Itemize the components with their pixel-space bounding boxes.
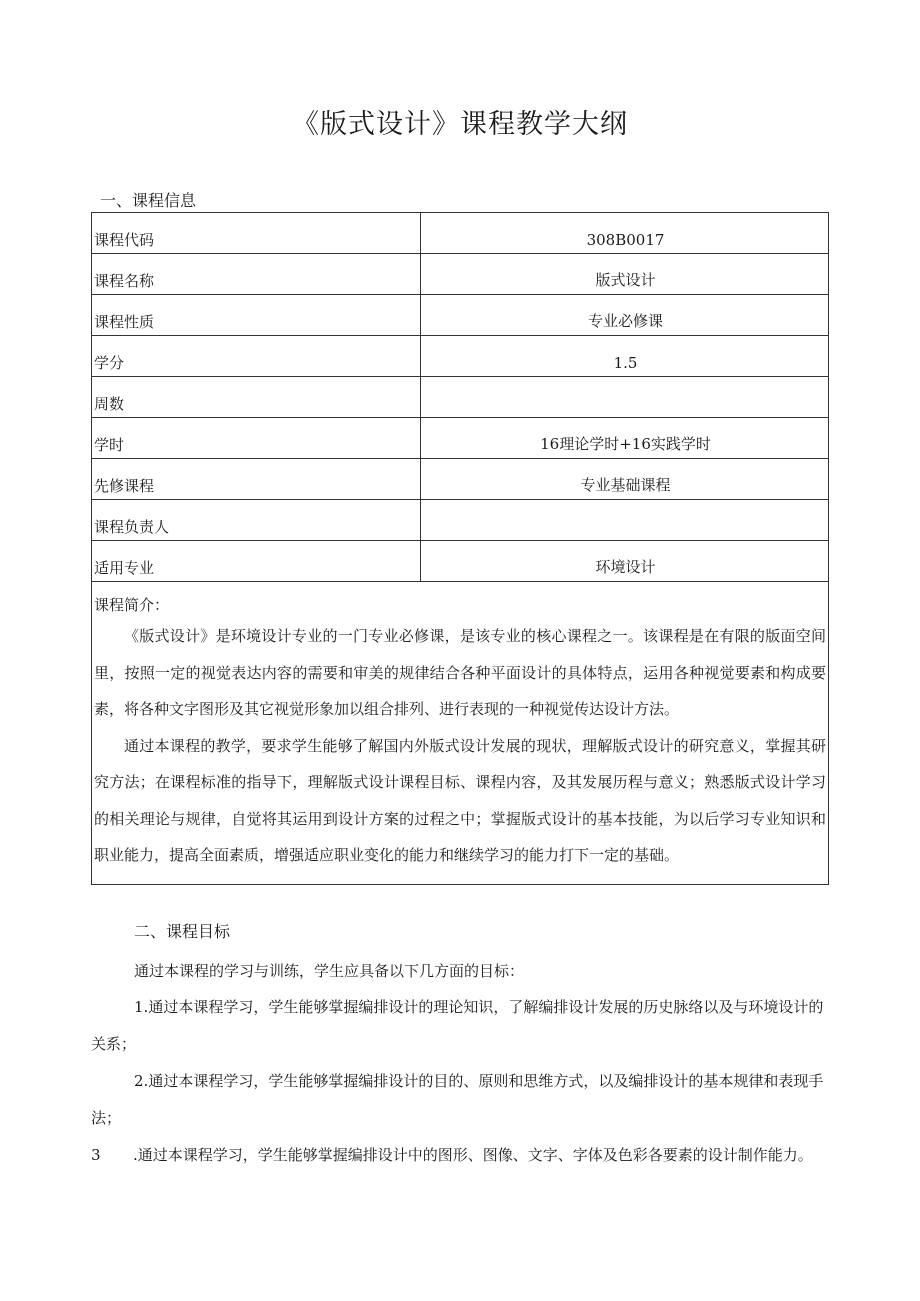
course-intro-label: 课程简介： xyxy=(94,596,170,614)
row-label-course-name: 课程名称 xyxy=(92,254,421,295)
row-value-hours: 16理论学时+16实践学时 xyxy=(421,418,829,459)
table-row-intro xyxy=(92,582,829,885)
row-value-course-nature: 专业必修课 xyxy=(421,295,829,336)
row-value-course-lead xyxy=(421,500,829,541)
goal-text: .通过本课程学习，学生能够掌握编排设计的目的、原则和思维方式，以及编排设计的基本规律和表现手法； xyxy=(91,1072,824,1127)
table-row xyxy=(92,541,829,582)
table-row xyxy=(92,213,829,254)
course-intro-paragraph-1: 《版式设计》是环境设计专业的一门专业必修课，是该专业的核心课程之一。该课程是在有限的版面空间里，按照一定的视觉表达内容的需要和审美的规律结合各种平面设计的具体特点，运用各种视觉要素和构成要素，将各种文字图形及其它视觉形象加以组合排列、进行表现的一种视觉传达设计方法。 xyxy=(94,627,826,718)
section-heading-course-goals: 二、课程目标 xyxy=(134,922,231,941)
row-label-prerequisites: 先修课程 xyxy=(92,459,421,500)
row-label-hours: 学时 xyxy=(92,418,421,459)
course-intro-cell xyxy=(92,582,829,885)
table-row xyxy=(92,418,829,459)
row-label-course-lead: 课程负责人 xyxy=(92,500,421,541)
row-value-course-code: 308B0017 xyxy=(421,213,829,254)
course-intro-paragraph-2: 通过本课程的教学，要求学生能够了解国内外版式设计发展的现状，理解版式设计的研究意义，掌握其研究方法；在课程标准的指导下，理解版式设计课程目标、课程内容，及其发展历程与意义；熟悉版式设计学习的相关理论与规律，自觉将其运用到设计方案的过程之中；掌握版式设计的基本技能，为以后学习专业知识和职业能力，提高全面素质，增强适应职业变化的能力和继续学习的能力打下一定的基础。 xyxy=(94,736,826,864)
row-value-course-name: 版式设计 xyxy=(421,254,829,295)
course-info-table xyxy=(91,212,829,885)
table-row xyxy=(92,500,829,541)
page-title: 《版式设计》课程教学大纲 xyxy=(292,109,628,140)
table-row xyxy=(92,295,829,336)
row-label-course-code: 课程代码 xyxy=(92,213,421,254)
goal-item-3 xyxy=(91,1137,829,1174)
section-heading-course-info: 一、课程信息 xyxy=(100,191,197,210)
goal-text: .通过本课程学习，学生能够掌握编排设计中的图形、图像、文字、字体及色彩各要素的设计制作能力。 xyxy=(133,1146,813,1164)
row-value-credits: 1.5 xyxy=(421,336,829,377)
goal-number: 2 xyxy=(134,1072,144,1090)
row-label-course-nature: 课程性质 xyxy=(92,295,421,336)
table-row xyxy=(92,254,829,295)
row-label-major: 适用专业 xyxy=(92,541,421,582)
row-label-credits: 学分 xyxy=(92,336,421,377)
row-value-weeks xyxy=(421,377,829,418)
table-row xyxy=(92,377,829,418)
goal-item-1 xyxy=(91,989,829,1063)
row-value-major: 环境设计 xyxy=(421,541,829,582)
goal-text: .通过本课程学习，学生能够掌握编排设计的理论知识，了解编排设计发展的历史脉络以及与环境设计的关系； xyxy=(91,998,824,1053)
table-row xyxy=(92,336,829,377)
table-row xyxy=(92,459,829,500)
row-value-prerequisites: 专业基础课程 xyxy=(421,459,829,500)
goal-number: 3 xyxy=(91,1146,101,1164)
goal-number: 1 xyxy=(134,998,144,1016)
goals-intro-text: 通过本课程的学习与训练，学生应具备以下几方面的目标： xyxy=(134,962,525,980)
row-label-weeks: 周数 xyxy=(92,377,421,418)
goal-item-2 xyxy=(91,1063,829,1137)
